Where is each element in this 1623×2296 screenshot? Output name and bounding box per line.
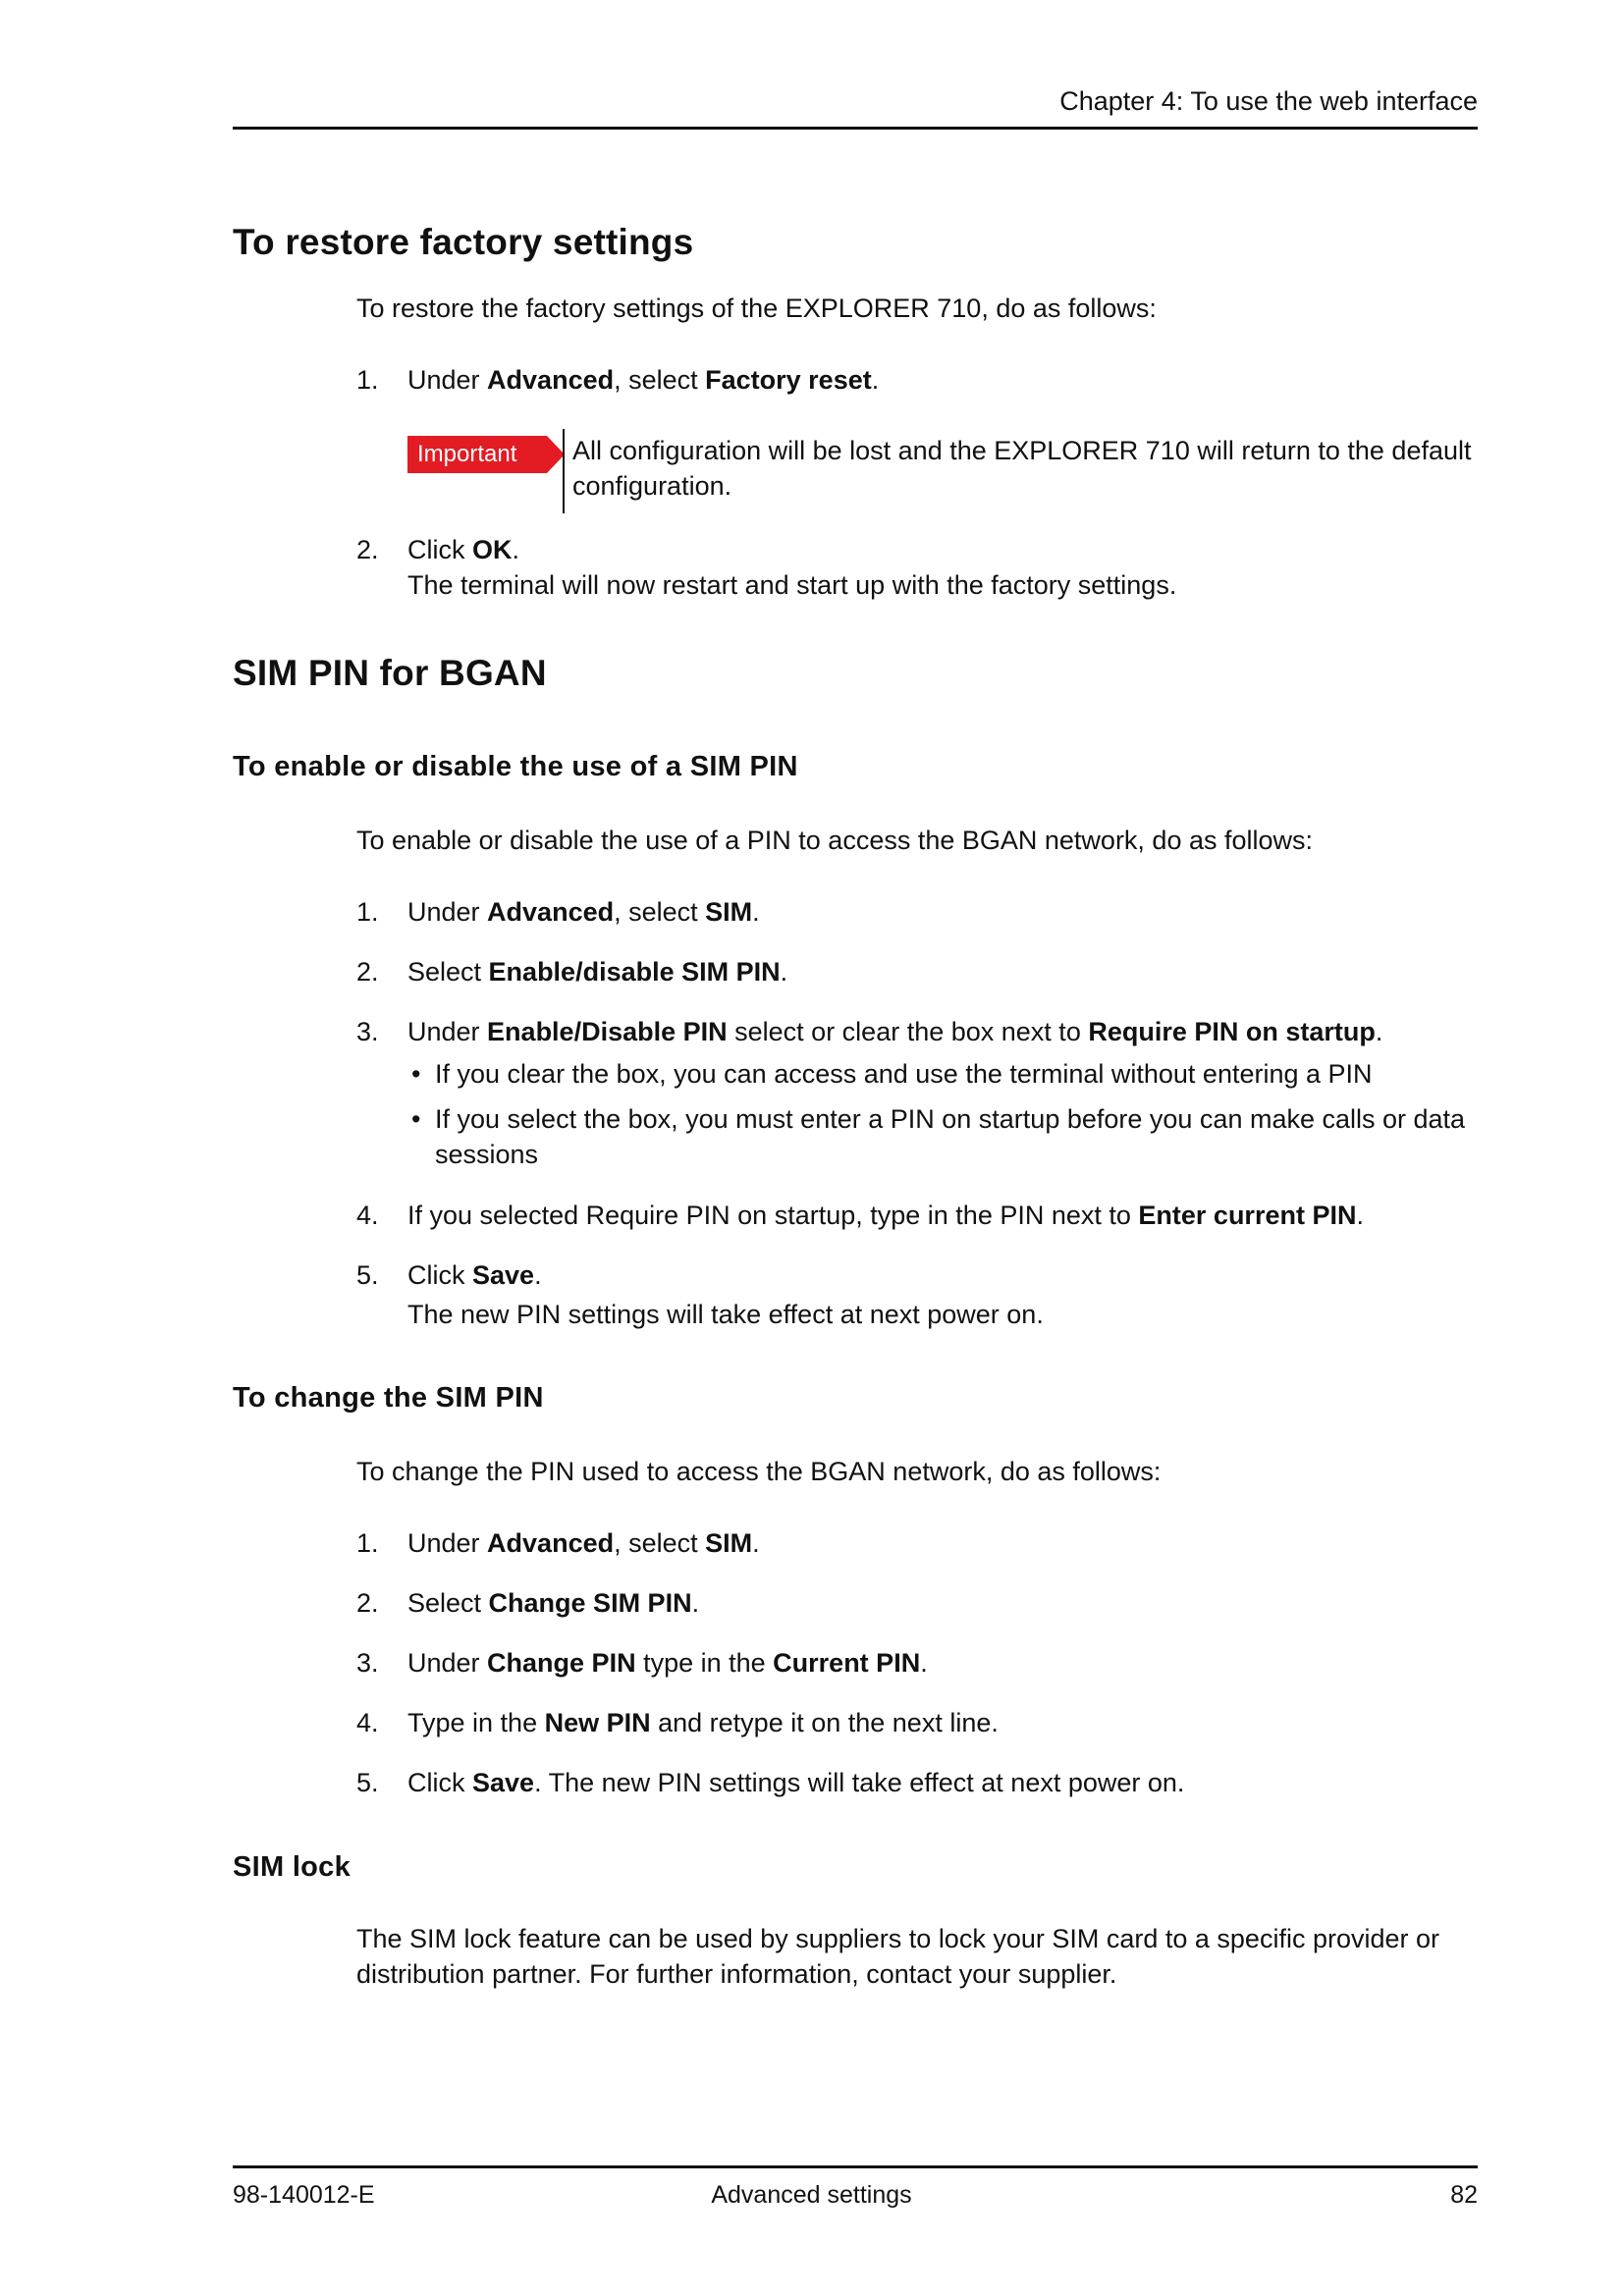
enable-intro: To enable or disable the use of a PIN to access the BGAN network, do as follows: bbox=[356, 826, 1314, 855]
enable-step-5: 5. Click Save. The new PIN settings will take effect at next power on. bbox=[356, 1257, 1478, 1332]
ui-term: Change SIM PIN bbox=[488, 1588, 692, 1618]
change-step-2: 2. Select Change SIM PIN. bbox=[356, 1585, 1478, 1621]
bullet-icon: • bbox=[411, 1104, 421, 1134]
step-number: 1. bbox=[356, 1528, 379, 1558]
important-badge: Important bbox=[407, 436, 547, 473]
ui-term: Advanced bbox=[487, 897, 615, 927]
section-title-factory: To restore factory settings bbox=[233, 222, 694, 262]
ui-term: Enable/Disable PIN bbox=[487, 1017, 728, 1046]
footer-divider bbox=[233, 2165, 1478, 2168]
change-step-5: 5. Click Save. The new PIN settings will take effect at next power on. bbox=[356, 1765, 1478, 1800]
ui-term: Require PIN on startup bbox=[1088, 1017, 1376, 1046]
header-divider bbox=[233, 127, 1478, 130]
subsection-title-change: To change the SIM PIN bbox=[233, 1382, 544, 1414]
subsection-title-lock: SIM lock bbox=[233, 1851, 352, 1883]
step-number: 2. bbox=[356, 535, 379, 564]
enable-step-1: 1. Under Advanced, select SIM. bbox=[356, 894, 1478, 930]
step-number: 3. bbox=[356, 1648, 379, 1678]
step-number: 1. bbox=[356, 365, 379, 395]
enable-step-3: 3. Under Enable/Disable PIN select or clear the box next to Require PIN on startup. bbox=[356, 1014, 1478, 1049]
enable-step-2: 2. Select Enable/disable SIM PIN. bbox=[356, 954, 1478, 989]
change-intro: To change the PIN used to access the BGAN network, do as follows: bbox=[356, 1457, 1162, 1486]
change-step-3: 3. Under Change PIN type in the Current PIN. bbox=[356, 1645, 1478, 1681]
step-result: The terminal will now restart and start up with the factory settings. bbox=[407, 570, 1177, 600]
section-title-simpin: SIM PIN for BGAN bbox=[233, 653, 547, 693]
step-number: 1. bbox=[356, 897, 379, 927]
ui-term: Advanced bbox=[487, 1528, 615, 1558]
factory-intro: To restore the factory settings of the EXPLORER 710, do as follows: bbox=[356, 294, 1157, 323]
chapter-header: Chapter 4: To use the web interface bbox=[1059, 86, 1478, 116]
bullet-item: • If you clear the box, you can access and use the terminal without entering a PIN bbox=[407, 1056, 1478, 1092]
page-number: 82 bbox=[1450, 2181, 1478, 2209]
lock-text: The SIM lock feature can be used by suppliers to lock your SIM card to a specific provider or distribution partner. For further information, contact your supplier. bbox=[356, 1924, 1440, 1989]
change-step-4: 4. Type in the New PIN and retype it on the next line. bbox=[356, 1705, 1478, 1740]
change-step-1: 1. Under Advanced, select SIM. bbox=[356, 1525, 1478, 1561]
bullet-icon: • bbox=[411, 1059, 421, 1089]
ui-term: Enter current PIN bbox=[1138, 1201, 1357, 1230]
footer-section: Advanced settings bbox=[711, 2181, 912, 2209]
step-number: 4. bbox=[356, 1201, 379, 1230]
step-number: 2. bbox=[356, 1588, 379, 1618]
ui-term: SIM bbox=[705, 897, 753, 927]
step-result: The new PIN settings will take effect at next power on. bbox=[407, 1300, 1044, 1329]
ui-term: Current PIN bbox=[773, 1648, 921, 1678]
step-number: 4. bbox=[356, 1708, 379, 1737]
note-divider bbox=[563, 429, 565, 513]
enable-step-4: 4. If you selected Require PIN on startup, type in the PIN next to Enter current PIN. bbox=[356, 1198, 1478, 1233]
factory-step-1: 1. Under Advanced, select Factory reset. bbox=[356, 362, 1478, 398]
bullet-item: • If you select the box, you must enter a PIN on startup before you can make calls or data sessions bbox=[407, 1101, 1478, 1172]
ui-term: Save bbox=[472, 1768, 535, 1797]
step-number: 3. bbox=[356, 1017, 379, 1046]
step-number: 5. bbox=[356, 1768, 379, 1797]
ui-term: Advanced bbox=[487, 365, 615, 395]
document-number: 98-140012-E bbox=[233, 2181, 375, 2209]
ui-term: Change PIN bbox=[487, 1648, 636, 1678]
important-note bbox=[407, 429, 1478, 513]
subsection-title-enable: To enable or disable the use of a SIM PIN bbox=[233, 751, 798, 782]
ui-term: Enable/disable SIM PIN bbox=[488, 957, 781, 987]
step-number: 5. bbox=[356, 1260, 379, 1290]
step-number: 2. bbox=[356, 957, 379, 987]
important-text: All configuration will be lost and the EXPLORER 710 will return to the default configuration. bbox=[572, 436, 1472, 501]
ui-term: OK bbox=[472, 535, 513, 564]
ui-term: SIM bbox=[705, 1528, 753, 1558]
ui-term: New PIN bbox=[544, 1708, 651, 1737]
ui-term: Factory reset bbox=[705, 365, 872, 395]
ui-term: Save bbox=[472, 1260, 535, 1290]
factory-step-2: 2. Click OK. The terminal will now restart and start up with the factory settings. bbox=[356, 532, 1478, 603]
